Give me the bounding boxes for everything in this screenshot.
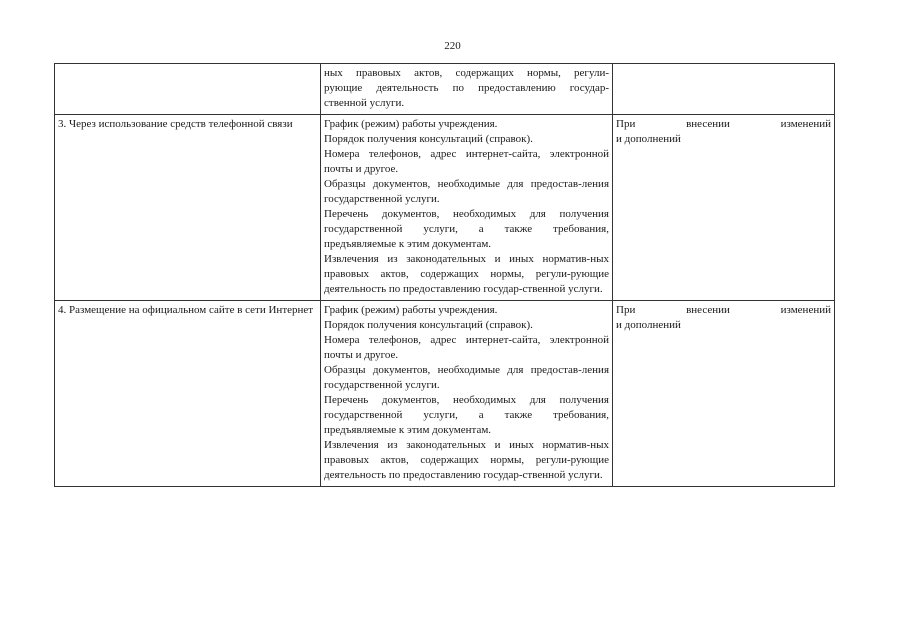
content-line: ственной услуги.: [324, 97, 405, 109]
timing-line: При внесении изменений: [616, 304, 831, 316]
content-cell: [321, 115, 613, 301]
method-cell: [55, 64, 321, 115]
timing-line: При внесении изменений: [616, 118, 831, 130]
content-paragraph: Перечень документов, необходимых для получения государственной услуги, а также требования, предъявляемые к этим документам.: [324, 394, 609, 436]
content-line: рующие деятельность по предоставлению государ-: [324, 82, 609, 94]
timing-line: и дополнений: [616, 133, 681, 145]
timing-cell: [613, 64, 835, 115]
content-paragraph: График (режим) работы учреждения.: [324, 118, 498, 130]
content-paragraph: Номера телефонов, адрес интернет-сайта, электронной почты и другое.: [324, 148, 609, 175]
content-paragraph: Образцы документов, необходимые для предостав-ления государственной услуги.: [324, 178, 609, 205]
content-cell: [321, 64, 613, 115]
method-cell: 4. Размещение на официальном сайте в сети Интернет: [55, 301, 321, 487]
content-paragraph: Номера телефонов, адрес интернет-сайта, электронной почты и другое.: [324, 334, 609, 361]
timing-cell: [613, 115, 835, 301]
content-paragraph: Образцы документов, необходимые для предостав-ления государственной услуги.: [324, 364, 609, 391]
method-cell: 3. Через использование средств телефонной связи: [55, 115, 321, 301]
content-paragraph: График (режим) работы учреждения.: [324, 304, 498, 316]
content-paragraph: Перечень документов, необходимых для получения государственной услуги, а также требования, предъявляемые к этим документам.: [324, 208, 609, 250]
content-paragraph: Извлечения из законодательных и иных норматив-ных правовых актов, содержащих нормы, регули-рующие деятельность по предоставлению государ-ственной услуги.: [324, 439, 609, 481]
table-row: [55, 64, 835, 115]
timing-line: и дополнений: [616, 319, 681, 331]
content-cell: [321, 301, 613, 487]
services-table: [54, 63, 835, 487]
content-paragraph: Извлечения из законодательных и иных норматив-ных правовых актов, содержащих нормы, регули-рующие деятельность по предоставлению государ-ственной услуги.: [324, 253, 609, 295]
table-row: [55, 301, 835, 487]
timing-cell: [613, 301, 835, 487]
table-row: [55, 115, 835, 301]
page-number: 220: [444, 40, 461, 52]
content-paragraph: Порядок получения консультаций (справок).: [324, 319, 533, 331]
content-paragraph: Порядок получения консультаций (справок).: [324, 133, 533, 145]
content-line: ных правовых актов, содержащих нормы, регули-: [324, 67, 609, 79]
